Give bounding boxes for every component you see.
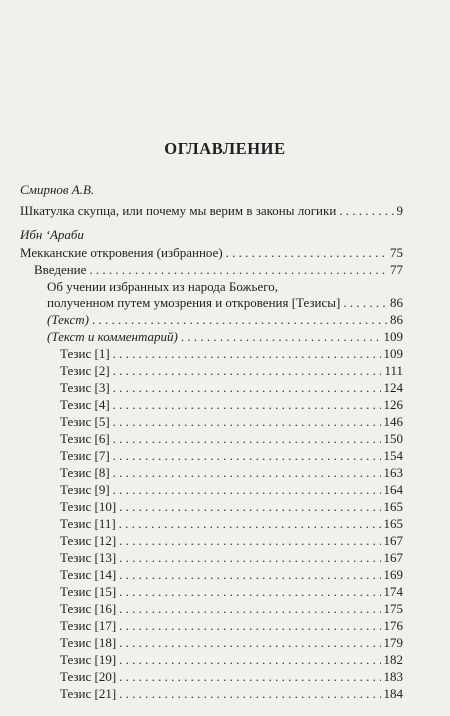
toc-entry-thesis[interactable]	[60, 414, 403, 430]
toc-entry-thesis[interactable]	[60, 652, 403, 668]
toc-entry-page: 86	[390, 295, 403, 310]
toc-entry-label: Тезис [2]	[60, 363, 110, 378]
toc-entry-label: Тезис [20]	[60, 669, 117, 684]
toc-entry-page: 183	[383, 669, 403, 684]
leader-dots	[113, 465, 381, 481]
leader-dots	[92, 312, 387, 328]
toc-entry[interactable]	[20, 203, 403, 219]
toc-entry-page: 86	[390, 312, 403, 327]
toc-entry-page: 126	[383, 397, 403, 412]
toc-entry-thesis[interactable]	[60, 431, 403, 447]
leader-dots	[119, 635, 380, 651]
toc-entry-label: Тезис [11]	[60, 516, 116, 531]
toc-entry-label: полученном путем умозрения и откровения [Тезисы]	[47, 295, 341, 310]
toc-entry-thesis[interactable]	[60, 567, 403, 583]
toc-entry-label: Тезис [12]	[60, 533, 117, 548]
leader-dots	[113, 363, 382, 379]
toc-entry-page: 174	[383, 584, 403, 599]
toc-entry-page: 75	[390, 245, 403, 260]
toc-entry-page: 111	[384, 363, 403, 378]
leader-dots	[119, 550, 380, 566]
toc-entry-page: 176	[383, 618, 403, 633]
toc-entry-thesis[interactable]	[60, 363, 403, 379]
toc-entry-label: Тезис [17]	[60, 618, 117, 633]
toc-entry-label: Тезис [16]	[60, 601, 117, 616]
toc-entry-page: 184	[383, 686, 403, 701]
toc-entry-page: 164	[383, 482, 403, 497]
leader-dots	[119, 686, 380, 702]
leader-dots	[119, 499, 380, 515]
toc-entry-thesis[interactable]	[60, 380, 403, 396]
page-title: ОГЛАВЛЕНИЕ	[164, 139, 286, 158]
toc-entry-page: 109	[383, 346, 403, 361]
leader-dots	[339, 203, 393, 219]
toc-entry-page: 175	[383, 601, 403, 616]
leader-dots	[119, 533, 380, 549]
toc-entry[interactable]	[47, 295, 403, 311]
toc-entry-label: Тезис [18]	[60, 635, 117, 650]
toc-entry-label: Тезис [15]	[60, 584, 117, 599]
leader-dots	[181, 329, 381, 345]
toc-entry-page: 163	[383, 465, 403, 480]
toc-entry-thesis[interactable]	[60, 669, 403, 685]
toc-entry-label: Тезис [14]	[60, 567, 117, 582]
toc-entry-label: Тезис [10]	[60, 499, 117, 514]
toc-entry-page: 150	[383, 431, 403, 446]
toc-entry-thesis[interactable]	[60, 686, 403, 702]
leader-dots	[113, 346, 381, 362]
toc-entry[interactable]	[34, 262, 403, 278]
leader-dots	[119, 516, 381, 532]
author-name: Смирнов А.В.	[20, 182, 95, 197]
toc-entry-thesis[interactable]	[60, 584, 403, 600]
toc-entry-page: 146	[383, 414, 403, 429]
toc-entry-label: Шкатулка скупца, или почему мы верим в законы логики	[20, 203, 337, 218]
toc-entry-thesis[interactable]	[60, 635, 403, 651]
toc-entry-page: 182	[383, 652, 403, 667]
toc-entry-thesis[interactable]	[60, 448, 403, 464]
toc-entry-label: Тезис [9]	[60, 482, 110, 497]
toc-entry-thesis[interactable]	[60, 533, 403, 549]
leader-dots	[113, 414, 381, 430]
toc-entry-thesis[interactable]	[60, 397, 403, 413]
toc-entry-label: Тезис [8]	[60, 465, 110, 480]
leader-dots	[119, 567, 380, 583]
toc-entry-label: (Текст)	[47, 312, 89, 327]
toc-entry-thesis[interactable]	[60, 482, 403, 498]
toc-entry-page: 77	[390, 262, 403, 277]
toc-entry-label: Тезис [21]	[60, 686, 117, 701]
author-name: Ибн ʻАраби	[20, 227, 84, 242]
toc-entry-page: 124	[383, 380, 403, 395]
leader-dots	[119, 669, 380, 685]
toc-entry-page: 9	[396, 203, 403, 218]
leader-dots	[89, 262, 387, 278]
toc-entry-thesis[interactable]	[60, 499, 403, 515]
toc-entry-label: Тезис [7]	[60, 448, 110, 463]
toc-entry-thesis[interactable]	[60, 601, 403, 617]
toc-entry-label: Введение	[34, 262, 87, 277]
toc-entry-label: Тезис [6]	[60, 431, 110, 446]
toc-entry-thesis[interactable]	[60, 465, 403, 481]
toc-entry-page: 167	[383, 550, 403, 565]
toc-entry-thesis[interactable]	[60, 550, 403, 566]
leader-dots	[113, 482, 381, 498]
toc-entry-label: (Текст и комментарий)	[47, 329, 178, 344]
leader-dots	[119, 618, 380, 634]
toc-entry-page: 179	[383, 635, 403, 650]
toc-entry-page: 165	[383, 516, 403, 531]
toc-entry[interactable]	[47, 312, 403, 328]
toc-entry-thesis[interactable]	[60, 346, 403, 362]
toc-entry-label: Тезис [4]	[60, 397, 110, 412]
toc-entry[interactable]	[20, 245, 403, 261]
toc-entry-page: 154	[383, 448, 403, 463]
toc-entry-label: Тезис [1]	[60, 346, 110, 361]
leader-dots	[119, 601, 380, 617]
toc-entry[interactable]	[47, 329, 403, 345]
leader-dots	[343, 295, 387, 311]
toc-entry-label: Мекканские откровения (избранное)	[20, 245, 223, 260]
toc-entry-label-line1: Об учении избранных из народа Божьего,	[47, 279, 278, 294]
toc-entry-label: Тезис [3]	[60, 380, 110, 395]
toc-entry-label: Тезис [13]	[60, 550, 117, 565]
leader-dots	[113, 397, 381, 413]
leader-dots	[113, 448, 381, 464]
toc-entry-page: 165	[383, 499, 403, 514]
toc-entry-page: 169	[383, 567, 403, 582]
toc-entry-label: Тезис [19]	[60, 652, 117, 667]
toc-entry-page: 109	[383, 329, 403, 344]
leader-dots	[119, 652, 380, 668]
leader-dots	[113, 380, 381, 396]
toc-entry-label: Тезис [5]	[60, 414, 110, 429]
leader-dots	[226, 245, 387, 261]
toc-entry-page: 167	[383, 533, 403, 548]
toc-entry-thesis[interactable]	[60, 516, 403, 532]
toc-entry-thesis[interactable]	[60, 618, 403, 634]
leader-dots	[119, 584, 380, 600]
leader-dots	[113, 431, 381, 447]
